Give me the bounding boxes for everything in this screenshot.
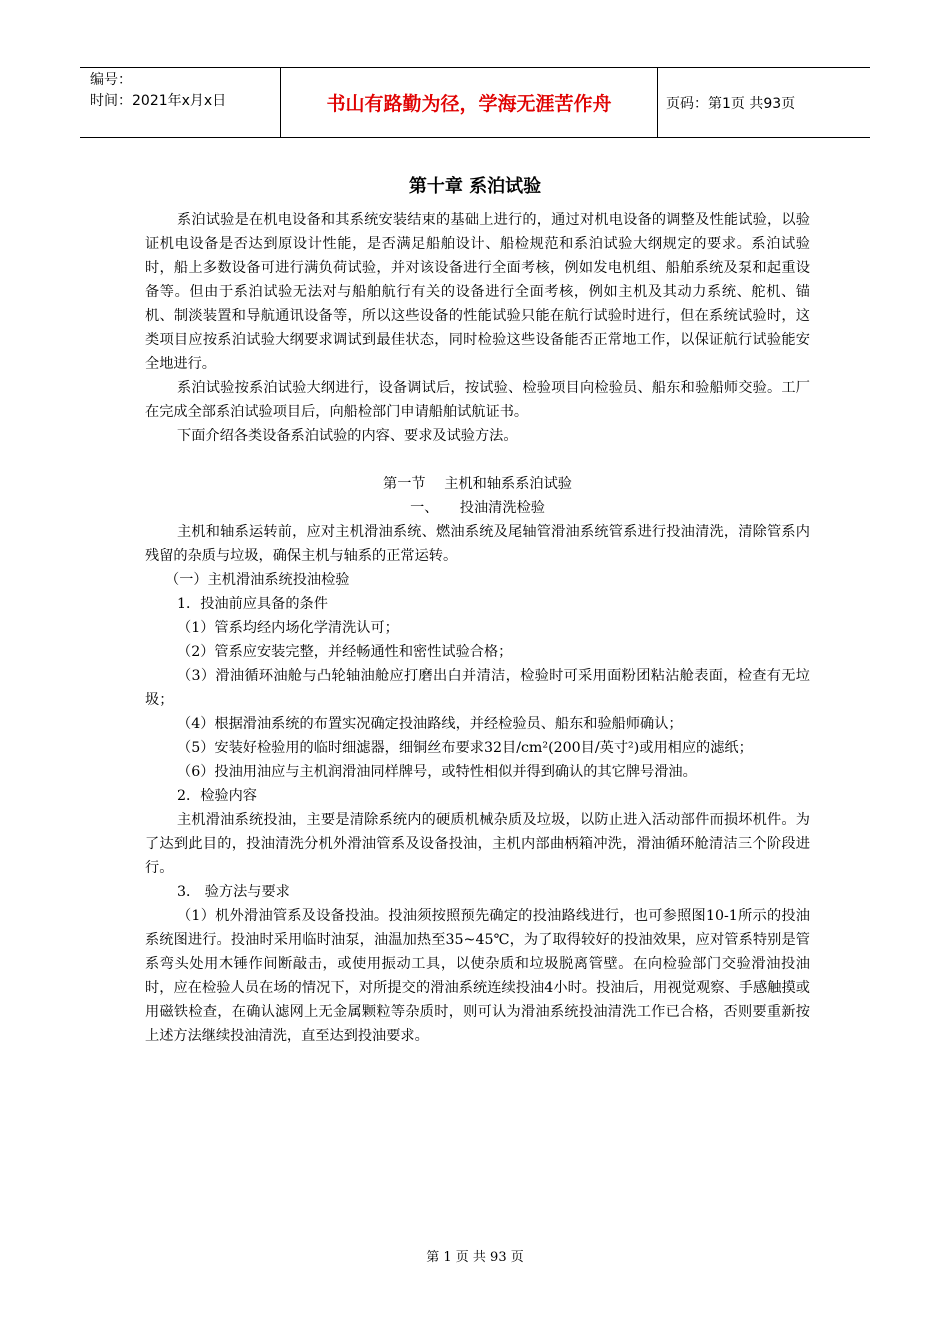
- list-item: （6）投油用油应与主机润滑油同样牌号，或特性相似并得到确认的其它牌号滑油。: [177, 764, 697, 780]
- list-item: （1）管系均经内场化学清洗认可；: [177, 620, 399, 636]
- chapter-title: 第十章 系泊试验: [408, 176, 542, 197]
- paragraph: 主机滑油系统投油，主要是清除系统内的硬质机械杂质及垃圾，以防止进入活动部件而损坏机件。为了达到此目的，投油清洗分机外滑油管系及设备投油，主机内部曲柄箱冲洗，滑油循环舱清洁三个阶段进行。: [145, 812, 810, 876]
- heading: 2．检验内容: [177, 788, 257, 804]
- header-motto: 书山有路勤为径，学海无涯苦作舟: [280, 68, 658, 137]
- list-item: （3）滑油循环油舱与凸轮轴油舱应打磨出白并清洁，检验时可采用面粉团粘沾舱表面，检查有无垃圾；: [145, 668, 810, 708]
- section-heading: 第一节 主机和轴系系泊试验: [383, 476, 572, 492]
- paragraph: 主机和轴系运转前，应对主机滑油系统、燃油系统及尾轴管滑油系统管系进行投油清洗，清除管系内残留的杂质与垃圾，确保主机与轴系的正常运转。: [145, 524, 810, 564]
- header-meta: [80, 68, 280, 137]
- header-table: [80, 67, 870, 138]
- paragraph: 系泊试验是在机电设备和其系统安装结束的基础上进行的，通过对机电设备的调整及性能试验，以验证机电设备是否达到原设计性能，是否满足船舶设计、船检规范和系泊试验大纲规定的要求。系泊试验时，船上多数设备可进行满负荷试验，并对该设备进行全面考核，例如发电机组、船舶系统及泵和起重设备等。但由于系泊试验无法对与船舶航行有关的设备进行全面考核，例如主机及其动力系统、舵机、锚机、制淡装置和导航通讯设备等，所以这些设备的性能试验只能在航行试验时进行，但在系统试验时，这类项目应按系泊试验大纲要求调试到最佳状态，同时检验这些设备能否正常地工作，以保证航行试验能安全地进行。: [145, 212, 810, 372]
- list-item: （2）管系应安装完整，并经畅通性和密性试验合格；: [177, 644, 513, 660]
- list-item: （5）安装好检验用的临时细滤器，细铜丝布要求32目/cm²(200目/英寸²)或用相应的滤纸；: [177, 740, 753, 756]
- header-page-info: 页码：第1页 共93页: [666, 95, 796, 112]
- paragraph: （1）机外滑油管系及设备投油。投油须按照预先确定的投油路线进行，也可参照图10-1所示的投油系统图进行。投油时采用临时油泵，油温加热至35~45℃，为了取得较好的投油效果，应对管系特别是管系弯头处用木锤作间断敲击，或使用振动工具，以使杂质和垃圾脱离管壁。在向检验部门交验滑油投油时，应在检验人员在场的情况下，对所提交的滑油系统连续投油4小时。投油后，用视觉观察、手感触摸或用磁铁检查，在确认滤网上无金属颗粒等杂质时，则可认为滑油系统投油清洗工作已合格，否则要重新按上述方法继续投油清洗，直至达到投油要求。: [145, 908, 810, 1044]
- heading: 3． 验方法与要求: [177, 884, 290, 900]
- page-footer: 第 1 页 共 93 页: [426, 1250, 524, 1265]
- document-body: [145, 208, 810, 1048]
- subsection-heading: 一、 投油清洗检验: [410, 500, 545, 516]
- paragraph: 系泊试验按系泊试验大纲进行，设备调试后，按试验、检验项目向检验员、船东和验船师交验。工厂在完成全部系泊试验项目后，向船检部门申请船舶试航证书。: [145, 380, 810, 420]
- paragraph: 下面介绍各类设备系泊试验的内容、要求及试验方法。: [177, 428, 518, 444]
- number-label: 编号：: [90, 72, 132, 88]
- list-item: （4）根据滑油系统的布置实况确定投油路线，并经检验员、船东和验船师确认；: [177, 716, 683, 732]
- heading: 1．投油前应具备的条件: [177, 596, 328, 612]
- heading: （一）主机滑油系统投油检验: [165, 572, 350, 588]
- time-label: 时间：2021年x月x日: [90, 93, 227, 109]
